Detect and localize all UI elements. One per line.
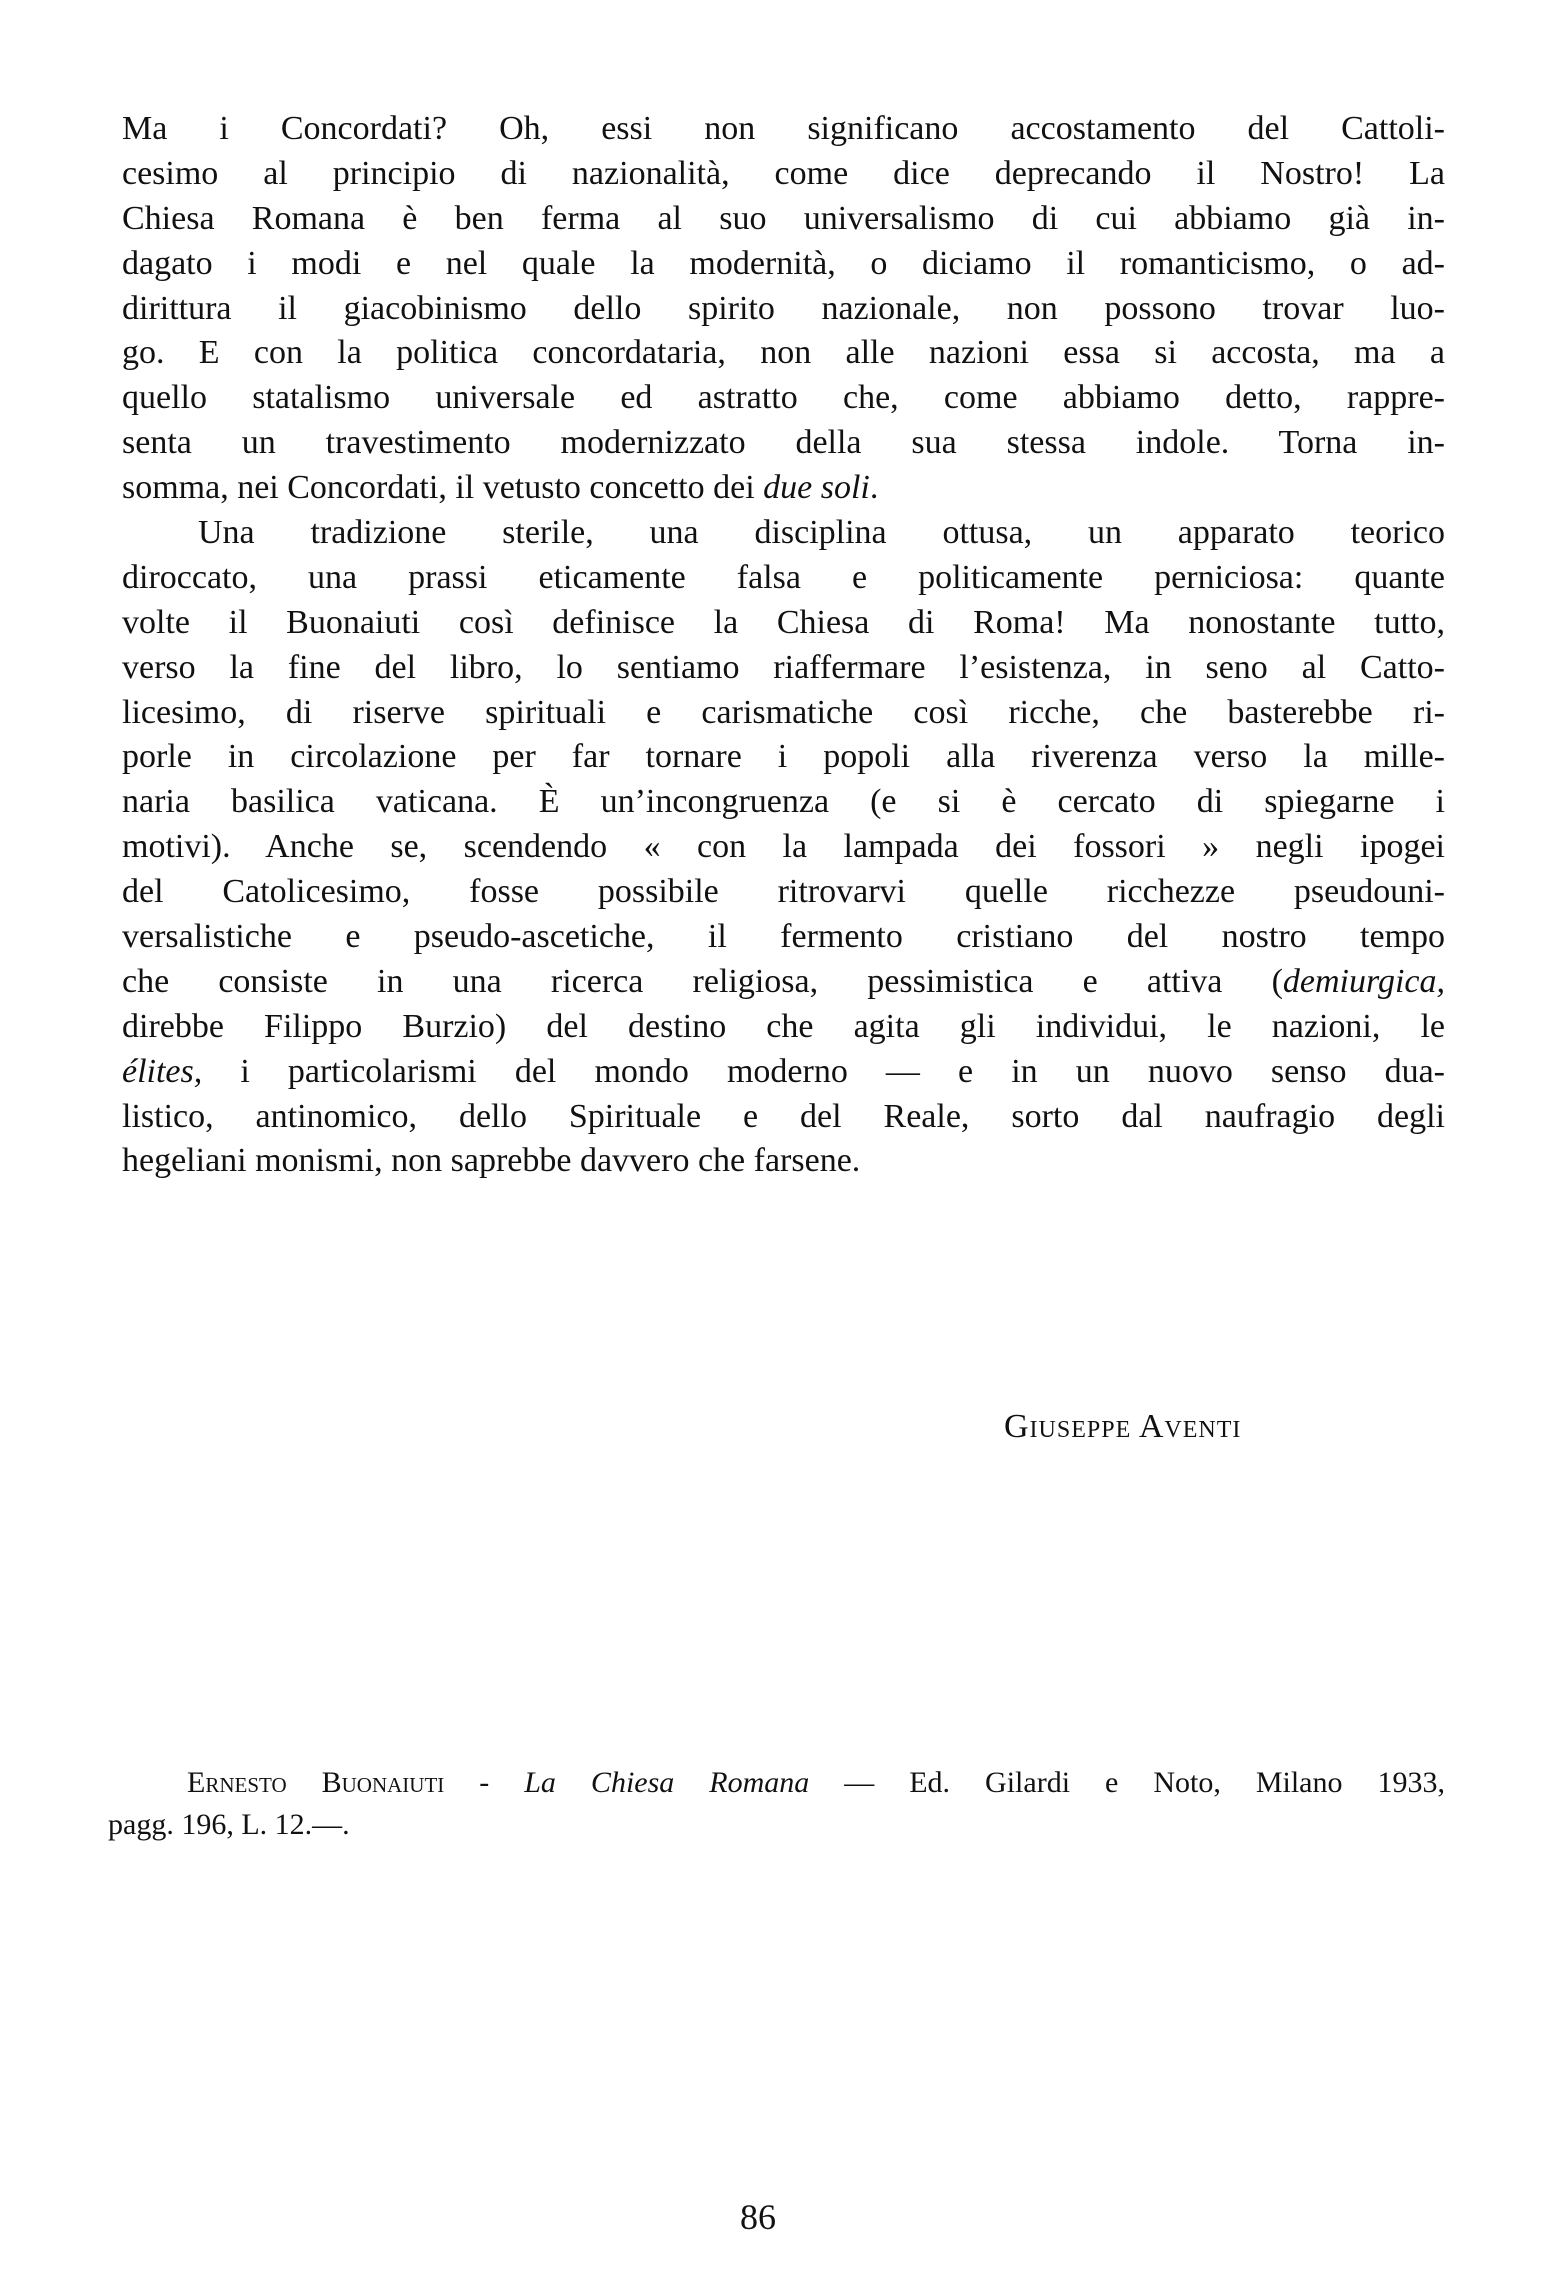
text-line: go. E con la politica concordataria, non alle nazioni essa si accosta, ma a <box>122 334 1445 372</box>
reviewed-book-title: La Chiesa Romana <box>524 1766 810 1799</box>
text-run: che consiste in una ricerca religiosa, pessimistica e attiva ( <box>122 962 1283 1000</box>
text-line: del Catolicesimo, fosse possibile ritrovarvi quelle ricchezze pseudouni- <box>122 873 1445 911</box>
publisher-info: — Ed. Gilardi e Noto, Milano 1933, <box>809 1766 1445 1799</box>
text-line: Una tradizione sterile, una disciplina ottusa, un apparato teorico <box>198 514 1445 552</box>
paragraph-1 <box>122 107 1445 511</box>
paragraph-2 <box>122 511 1445 1184</box>
footnote-line-1 <box>108 1762 1445 1804</box>
text-run: somma, nei Concordati, il vetusto concetto dei <box>122 469 764 507</box>
text-line: dirittura il giacobinismo dello spirito nazionale, non possono trovar luo- <box>122 289 1445 327</box>
text-line: verso la fine del libro, lo sentiamo riaffermare l’esistenza, in seno al Catto- <box>122 648 1445 686</box>
text-line: volte il Buonaiuti così definisce la Chiesa di Roma! Ma nonostante tutto, <box>122 603 1445 641</box>
footnote-line-2: pagg. 196, L. 12.—. <box>108 1808 350 1841</box>
text-line: direbbe Filippo Burzio) del destino che agita gli individui, le nazioni, le <box>122 1007 1445 1045</box>
text-line <box>122 466 1445 511</box>
text-line: senta un travestimento modernizzato della sua stessa indole. Torna in- <box>122 424 1445 462</box>
text-line: licesimo, di riserve spirituali e carismatiche così ricche, che basterebbe ri- <box>122 693 1445 731</box>
text-line: versalistiche e pseudo-ascetiche, il fermento cristiano del nostro tempo <box>122 918 1445 956</box>
text-line: Ma i Concordati? Oh, essi non significano accostamento del Cattoli- <box>122 110 1445 147</box>
author-signature: Giuseppe Aventi <box>1004 1408 1242 1445</box>
text-line <box>122 960 1445 1005</box>
text-line: dagato i modi e nel quale la modernità, o diciamo il romanticismo, o ad- <box>122 244 1445 282</box>
reviewed-author: Ernesto Buonaiuti <box>187 1766 445 1799</box>
text-line: hegeliani monismi, non saprebbe davvero che farsene. <box>122 1142 861 1180</box>
text-line: porle in circolazione per far tornare i popoli alla riverenza verso la mille- <box>122 738 1445 776</box>
text-line <box>122 1050 1445 1095</box>
italic-phrase-due-soli: due soli <box>763 469 870 507</box>
text-line: cesimo al principio di nazionalità, come dice deprecando il Nostro! La <box>122 154 1445 192</box>
text-line: motivi). Anche se, scendendo « con la lampada dei fossori » negli ipogei <box>122 828 1445 866</box>
book-reference-footnote <box>108 1762 1445 1846</box>
footnote-separator: - <box>444 1766 525 1799</box>
page-number: 86 <box>740 2197 776 2237</box>
text-line: Chiesa Romana è ben ferma al suo universalismo di cui abbiamo già in- <box>122 199 1445 237</box>
text-line: listico, antinomico, dello Spirituale e del Reale, sorto dal naufragio degli <box>122 1097 1445 1135</box>
body-text <box>122 107 1445 1184</box>
text-line: quello statalismo universale ed astratto che, come abbiamo detto, rappre- <box>122 379 1445 417</box>
text-run: i particolarismi del mondo moderno — e in un nuovo senso dua- <box>202 1052 1445 1090</box>
italic-word-elites: élites, <box>122 1052 203 1090</box>
text-run: . <box>869 469 879 507</box>
text-line: naria basilica vaticana. È un’incongruenza (e si è cercato di spiegarne i <box>122 783 1445 821</box>
italic-word-demiurgica: demiurgica, <box>1282 962 1445 1000</box>
text-line: diroccato, una prassi eticamente falsa e politicamente perniciosa: quante <box>122 558 1445 596</box>
